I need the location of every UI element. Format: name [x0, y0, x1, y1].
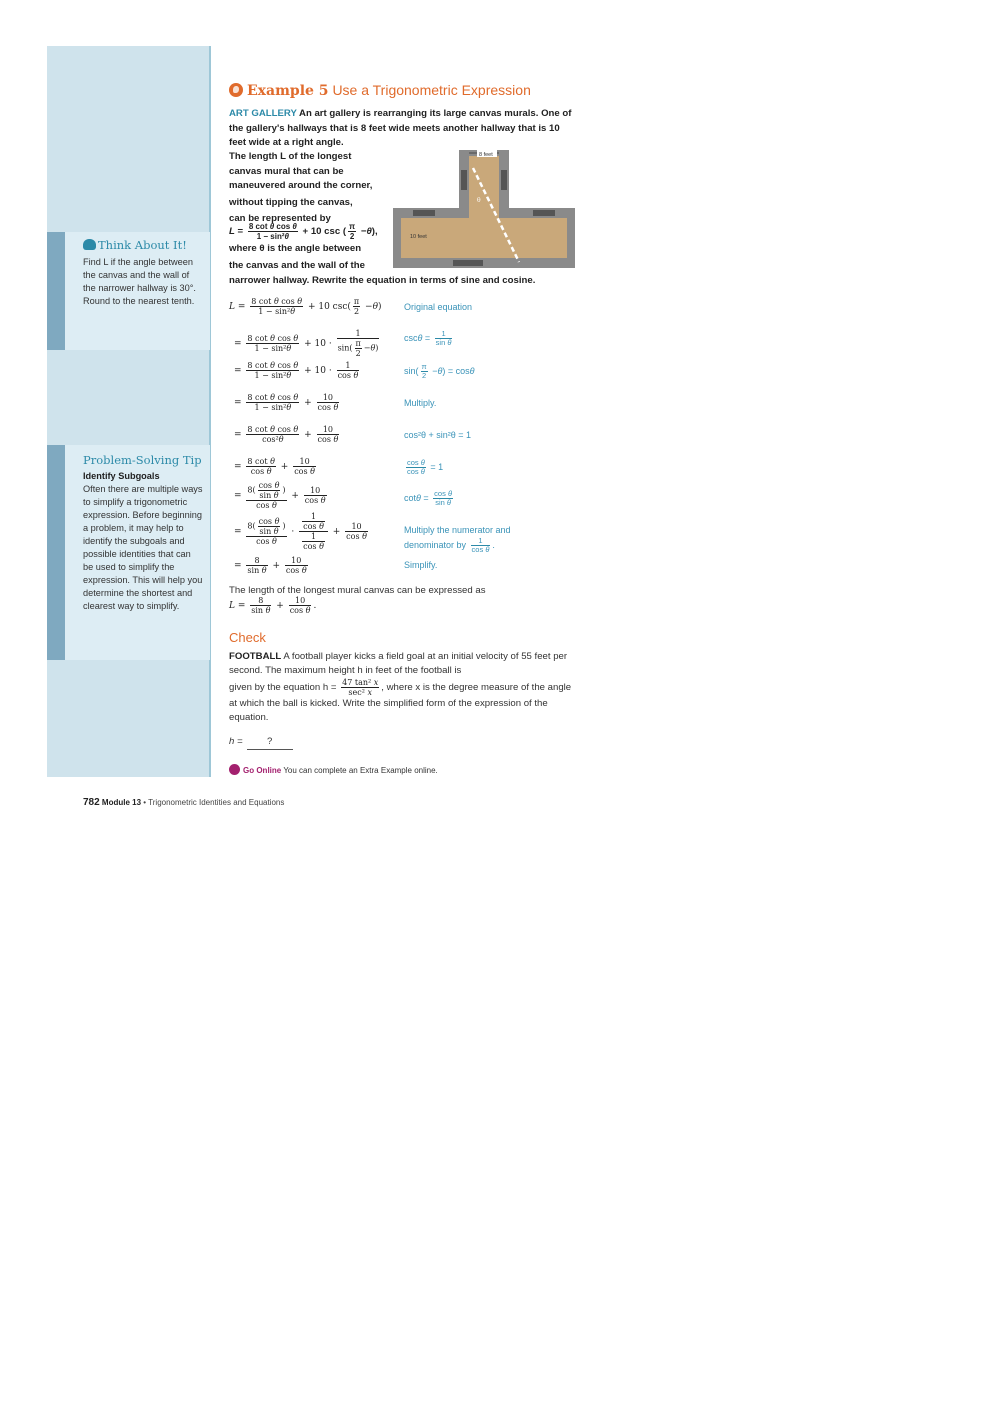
tip-subheading: Identify Subgoals	[83, 471, 160, 481]
tag-football: FOOTBALL	[229, 651, 282, 662]
wall-frame	[413, 210, 435, 216]
check-heading: Check	[229, 630, 266, 645]
label-8-feet: 8 feet	[479, 152, 493, 158]
conclusion: The length of the longest mural canvas can be expressed as	[229, 585, 486, 596]
answer-blank[interactable]: ?	[247, 735, 293, 750]
label-10-feet: 10 feet	[410, 234, 427, 240]
check-answer: h = ?	[229, 735, 293, 750]
tip-body: Often there are multiple ways to simplify a trigonometric expression. Before beginning a problem, it may help to identify the subgoals and possible identities that can be used to simplify the expression. This will help you determine the shortest and clearest way to simplify.	[83, 484, 203, 611]
step-1-note: Original equation	[404, 302, 473, 312]
step-5: = $\frac{\text{8 cot θ cos θ}}{\text{cos²θ}}$ + $\frac{10}{\text{cos θ}}$	[234, 425, 339, 444]
wall-frame	[461, 170, 467, 190]
example-intro: ART GALLERY An art gallery is rearranging its large canvas murals. One of the gallery's hallways that is 8 feet wide meets another hallway that is 10 feet wide at a right angle.	[229, 108, 572, 148]
step-1: L = $\frac{\text{8 cot θ cos θ}}{\text{1 − sin²θ}}$ + 10 csc( $\frac{\pi}{2}$ −θ)	[229, 297, 382, 316]
page-footer: 782 Module 13 • Trigonometric Identities and Equations	[83, 797, 285, 808]
think-icon	[83, 239, 96, 250]
step-9: = $\frac{8}{\text{sin θ}}$ + $\frac{10}{\text{cos θ}}$	[234, 556, 307, 575]
step-7: = 8( $\frac{\text{cos θ}}{\text{sin θ}}$ ) cos θ + $\frac{10}{\text{cos θ}}$	[234, 481, 326, 510]
step-2: = $\frac{\text{8 cot θ cos θ}}{\text{1 − sin²θ}}$ + 10 · 1 sin( $\frac{\pi}{2}$ −θ)	[234, 329, 379, 358]
step-3: = $\frac{\text{8 cot θ cos θ}}{\text{1 − sin²θ}}$ + 10 · $\frac{1}{\text{cos θ}}$	[234, 361, 359, 380]
step-4: = $\frac{\text{8 cot θ cos θ}}{\text{1 − sin²θ}}$ + $\frac{10}{\text{cos θ}}$	[234, 393, 339, 412]
tip-text	[83, 470, 203, 613]
box-accent-bar	[47, 445, 65, 660]
theta-label: θ	[477, 197, 481, 204]
globe-icon	[229, 83, 243, 97]
step-8-note-2: denominator by $\frac{1}{\text{cos θ}}$ .	[404, 536, 495, 554]
step-4-note: Multiply.	[404, 398, 437, 408]
check-text: FOOTBALL A football player kicks a field goal at an initial velocity of 55 feet per second. The maximum height h in feet of the football is	[229, 651, 568, 676]
step-8: = 8( $\frac{\text{cos θ}}{\text{sin θ}}$ ) cos θ · $\frac{\frac{1}{\text{cos θ}}}{\frac{1}{\text{cos θ}}}$ + $\frac{10}{\text{cos θ}}$	[234, 512, 367, 551]
step-2-note: cscθ = $\frac{1}{\text{sin θ}}$	[404, 329, 452, 347]
step-3-note: sin( $\frac{\pi}{2}$ −θ) = cosθ	[404, 362, 475, 380]
module-label: Module 13	[101, 798, 142, 807]
step-6-note: $\frac{\text{cos θ}}{\text{cos θ}}$ = 1	[407, 458, 444, 476]
step-9-note: Simplify.	[404, 560, 438, 570]
wall-frame	[533, 210, 555, 216]
module-title: Trigonometric Identities and Equations	[148, 798, 285, 807]
cursor-icon	[229, 764, 240, 775]
think-about-it-box	[47, 232, 210, 350]
think-text: Find L if the angle between the canvas and the wall of the narrower hallway is 30°. Round to the nearest tenth.	[83, 257, 196, 306]
hallway-figure	[393, 150, 575, 268]
step-8-note: Multiply the numerator and	[404, 525, 511, 535]
box-accent-bar	[47, 232, 65, 350]
example-title: Example 5 Use a Trigonometric Expression	[229, 82, 531, 99]
wall-frame	[453, 260, 483, 266]
go-online[interactable]: Go Online You can complete an Extra Example online.	[229, 764, 438, 775]
step-5-note: cos²θ + sin²θ = 1	[404, 430, 472, 440]
formula-L: L = $\frac{\text{8 cot θ cos θ}}{\text{1 − sin²θ}}$ + 10 csc ( $\frac{\pi}{2}$ −θ),	[229, 222, 378, 241]
step-6: = $\frac{\text{8 cot θ}}{\text{cos θ}}$ + $\frac{10}{\text{cos θ}}$	[234, 457, 315, 476]
sidebar-divider	[209, 46, 211, 777]
example-text-2: where θ is the angle between the canvas and the wall of the narrower hallway. Rewrite the equation in terms of sine and cosine.	[229, 243, 536, 286]
example-text: The length L of the longest canvas mural that can be maneuvered around the corner, without tipping the canvas, can be represented by	[229, 151, 373, 224]
problem-solving-tip-box	[47, 445, 210, 660]
wall-frame	[501, 170, 507, 190]
page-number: 782	[83, 797, 100, 808]
conclusion-formula: L = $\frac{8}{\text{sin θ}}$ + $\frac{10}{\text{cos θ}}$ .	[229, 596, 317, 615]
check-text-2: given by the equation h = $\frac{\text{47 tan² x}}{\text{sec² x}}$ , where x is the degree measure of the angle at which the ball is kicked. Write the simplified form of the expression of the equation.	[229, 678, 572, 723]
think-heading: Think About It!	[83, 238, 187, 252]
tip-heading: Problem-Solving Tip	[83, 453, 202, 467]
sidebar	[47, 46, 210, 777]
step-7-note: cotθ = $\frac{\text{cos θ}}{\text{sin θ}}$	[404, 489, 453, 507]
tag-art-gallery: ART GALLERY	[229, 108, 297, 119]
